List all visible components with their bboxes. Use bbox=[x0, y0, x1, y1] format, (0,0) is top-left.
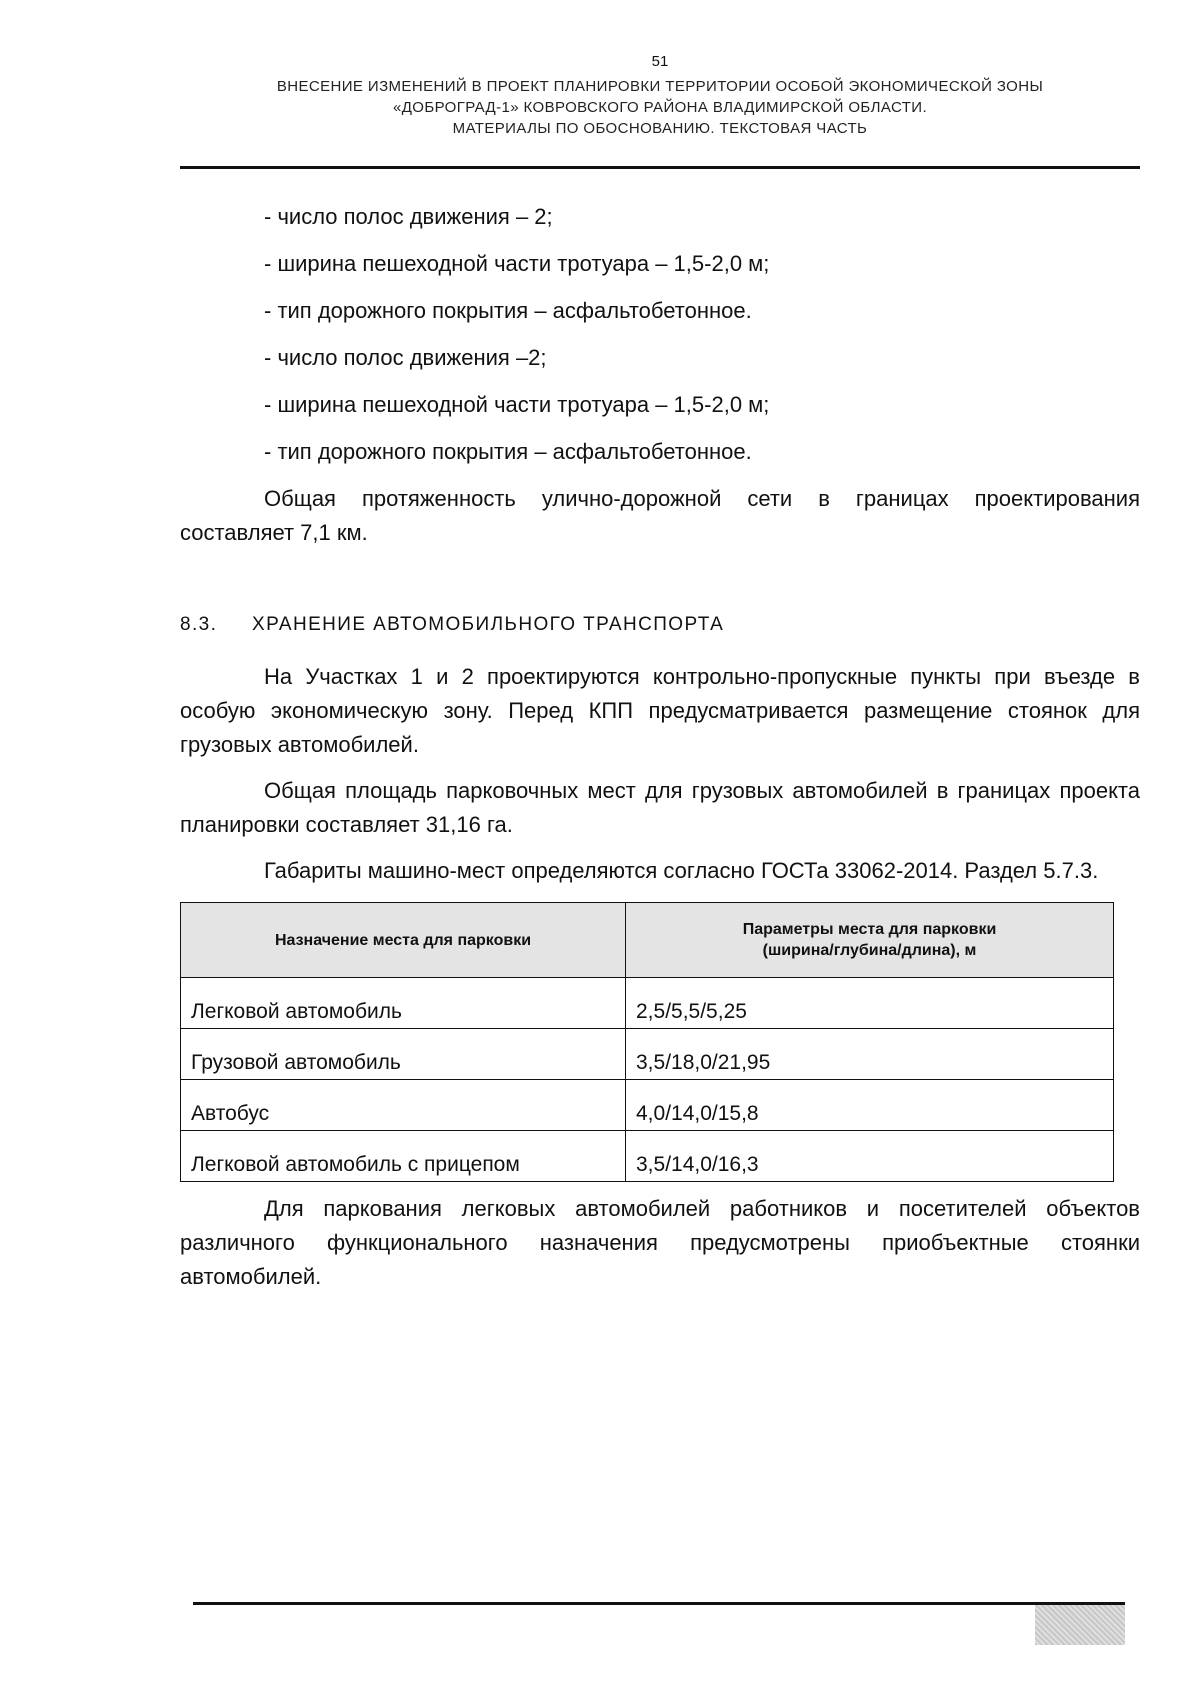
cell-purpose: Легковой автомобиль с прицепом bbox=[181, 1131, 626, 1182]
page-number: 51 bbox=[651, 53, 669, 70]
cell-purpose: Легковой автомобиль bbox=[181, 978, 626, 1029]
cell-params: 2,5/5,5/5,25 bbox=[626, 978, 1114, 1029]
cell-params: 4,0/14,0/15,8 bbox=[626, 1080, 1114, 1131]
column-header-parameters bbox=[626, 903, 1114, 978]
section-heading bbox=[180, 608, 1140, 642]
cell-params: 3,5/14,0/16,3 bbox=[626, 1131, 1114, 1182]
table-row bbox=[181, 1080, 1114, 1131]
scan-stamp-mark bbox=[1035, 1605, 1125, 1645]
header-title-line-1: ВНЕСЕНИЕ ИЗМЕНЕНИЙ В ПРОЕКТ ПЛАНИРОВКИ ТЕРРИТОРИИ ОСОБОЙ ЭКОНОМИЧЕСКОЙ ЗОНЫ bbox=[276, 78, 1044, 95]
column-header-purpose: Назначение места для парковки bbox=[181, 903, 626, 978]
section-title: ХРАНЕНИЕ АВТОМОБИЛЬНОГО ТРАНСПОРТА bbox=[252, 614, 725, 635]
column-header-parameters-line-2: (ширина/глубина/длина), м bbox=[762, 942, 977, 959]
table-row bbox=[181, 1131, 1114, 1182]
list-item: - ширина пешеходной части тротуара – 1,5-2,0 м; bbox=[264, 392, 770, 417]
page-header bbox=[180, 52, 1140, 139]
parking-parameters-table bbox=[180, 902, 1114, 1182]
header-title-line-3: МАТЕРИАЛЫ ПО ОБОСНОВАНИЮ. ТЕКСТОВАЯ ЧАСТЬ bbox=[452, 120, 868, 137]
header-divider bbox=[180, 166, 1140, 169]
document-body bbox=[180, 200, 1140, 1306]
table-row bbox=[181, 978, 1114, 1029]
table-header-row bbox=[181, 903, 1114, 978]
list-item: - число полос движения –2; bbox=[264, 345, 547, 370]
dimensions-paragraph: Габариты машино-мест определяются согласно ГОСТа 33062-2014. Раздел 5.7.3. bbox=[264, 858, 1099, 883]
column-header-parameters-line-1: Параметры места для парковки bbox=[742, 921, 997, 938]
table-row bbox=[181, 1029, 1114, 1080]
cell-purpose: Грузовой автомобиль bbox=[181, 1029, 626, 1080]
header-title-line-2: «ДОБРОГРАД-1» КОВРОВСКОГО РАЙОНА ВЛАДИМИРСКОЙ ОБЛАСТИ. bbox=[392, 99, 928, 116]
employees-parking-paragraph: Для паркования легковых автомобилей работников и посетителей объектов различного функционального назначения предусмотрены приобъектные стоянки автомобилей. bbox=[180, 1196, 1140, 1289]
parking-area-paragraph: Общая площадь парковочных мест для грузовых автомобилей в границах проекта планировки составляет 31,16 га. bbox=[180, 778, 1140, 837]
list-item: - ширина пешеходной части тротуара – 1,5-2,0 м; bbox=[264, 251, 770, 276]
cell-purpose: Автобус bbox=[181, 1080, 626, 1131]
cell-params: 3,5/18,0/21,95 bbox=[626, 1029, 1114, 1080]
list-item: - тип дорожного покрытия – асфальтобетонное. bbox=[264, 298, 752, 323]
section-number: 8.3. bbox=[180, 614, 218, 635]
network-length-paragraph: Общая протяженность улично-дорожной сети в границах проектирования составляет 7,1 км. bbox=[180, 486, 1140, 545]
list-item: - число полос движения – 2; bbox=[264, 204, 553, 229]
footer-divider bbox=[193, 1602, 1125, 1605]
checkpoints-paragraph: На Участках 1 и 2 проектируются контрольно-пропускные пункты при въезде в особую экономическую зону. Перед КПП предусматривается размещение стоянок для грузовых автомобилей. bbox=[180, 664, 1140, 757]
list-item: - тип дорожного покрытия – асфальтобетонное. bbox=[264, 439, 752, 464]
